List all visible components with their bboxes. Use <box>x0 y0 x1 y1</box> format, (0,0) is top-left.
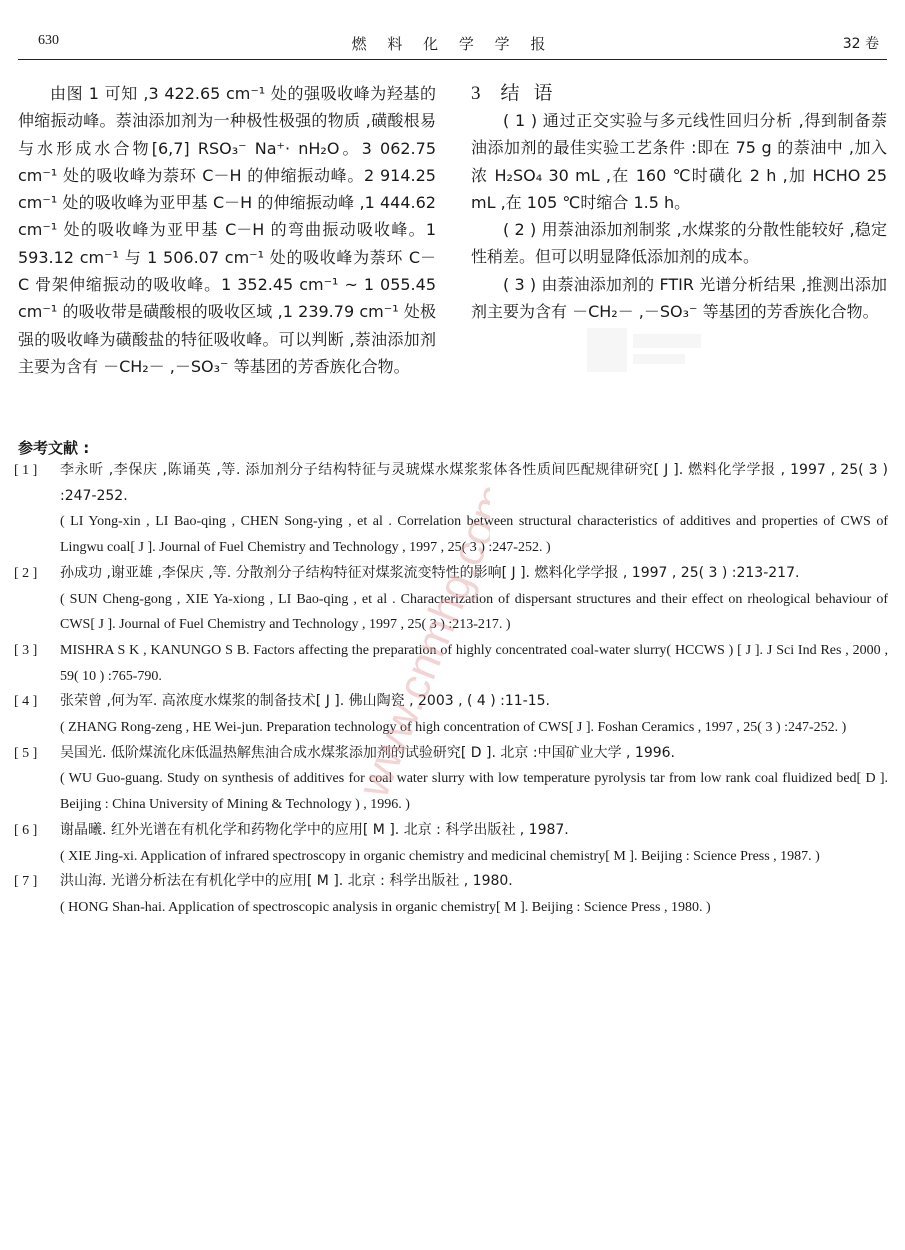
header-rule <box>18 59 887 60</box>
reference-zh: 谢晶曦. 红外光谱在有机化学和药物化学中的应用[ M ]. 北京 : 科学出版社 , 1987. <box>60 821 569 838</box>
reference-number: [ 7 ] <box>14 874 38 890</box>
section-number: 3 <box>471 83 485 104</box>
reference-item <box>14 818 888 869</box>
conclusion-paragraph: ( 2 ) 用萘油添加剂制浆 ,水煤浆的分散性能较好 ,稳定性稍差。但可以明显降低添加剂的成本。 <box>471 220 887 267</box>
reference-en: MISHRA S K , KANUNGO S B. Factors affecting the preparation of highly concentrated coal-water slurry( HCCWS ) [ J ]. J Sci Ind Res , 2000 , 59( 10 ) :765-790. <box>60 642 888 684</box>
body-paragraph: 由图 1 可知 ,3 422.65 cm⁻¹ 处的强吸收峰为羟基的伸缩振动峰。萘油添加剂为一种极性极强的物质 ,磺酸根易与水形成水合物[6,7] RSO₃⁻ Na⁺· nH₂O。3 062.75 cm⁻¹ 处的吸收峰为萘环 C－H 的伸缩振动峰。2 914.25 cm⁻¹ 处的吸收峰为亚甲基 C－H 的伸缩振动峰 ,1 444.62 cm⁻¹ 处的吸收峰为亚甲基 C－H 的弯曲振动吸收峰。1 593.12 cm⁻¹ 与 1 506.07 cm⁻¹ 处的吸收峰为萘环 C－C 骨架伸缩振动的吸收峰。1 352.45 cm⁻¹ ~ 1 055.45 cm⁻¹ 的吸收带是磺酸根的吸收区域 ,1 239.79 cm⁻¹ 处极强的吸收峰为磺酸盐的特征吸收峰。可以判断 ,萘油添加剂主要为含有 －CH₂－ ,－SO₃⁻ 等基团的芳香族化合物。 <box>18 84 436 376</box>
reference-item <box>14 689 888 740</box>
section-heading <box>471 80 887 107</box>
reference-number: [ 2 ] <box>14 565 38 581</box>
reference-en: ( HONG Shan-hai. Application of spectroscopic analysis in organic chemistry[ M ]. Beijing : Science Press , 1980. ) <box>60 899 711 915</box>
reference-item <box>14 638 888 689</box>
reference-en: ( WU Guo-guang. Study on synthesis of additives for coal water slurry with low temperature pyrolysis tar from low rank coal fluidized bed[ D ]. Beijing : China University of Mining & Technology ) , 1996. ) <box>60 771 888 813</box>
reference-zh: 洪山海. 光谱分析法在有机化学中的应用[ M ]. 北京 : 科学出版社 , 1980. <box>60 873 513 890</box>
journal-title: 燃 料 化 学 学 报 <box>351 35 554 53</box>
reference-en: ( ZHANG Rong-zeng , HE Wei-jun. Preparation technology of high concentration of CWS[ J ]. Foshan Ceramics , 1997 , 25( 3 ) :247-252. ) <box>60 720 847 736</box>
reference-number: [ 5 ] <box>14 745 38 761</box>
left-column <box>18 80 436 380</box>
reference-list <box>14 458 888 921</box>
reference-item <box>14 869 888 920</box>
reference-number: [ 1 ] <box>14 463 38 478</box>
page-number: 630 <box>38 33 59 48</box>
watermark-logo <box>585 320 705 380</box>
reference-en: ( SUN Cheng-gong , XIE Ya-xiong , LI Bao-qing , et al . Characterization of dispersant structures and their effect on rheological behaviour of CWS[ J ]. Journal of Fuel Chemistry and Technology , 1997 , 25( 3 ) :213-217. ) <box>60 591 888 633</box>
reference-item <box>14 561 888 638</box>
volume-label: 32 卷 <box>842 36 879 52</box>
reference-number: [ 6 ] <box>14 822 38 838</box>
reference-zh: 张荣曾 ,何为军. 高浓度水煤浆的制备技术[ J ]. 佛山陶瓷 , 2003 , ( 4 ) :11-15. <box>60 693 551 710</box>
reference-en: ( XIE Jing-xi. Application of infrared spectroscopy in organic chemistry and medicinal chemistry[ M ]. Beijing : Science Press , 1987. ) <box>60 848 820 864</box>
page-header <box>0 0 905 62</box>
references-title: 参考文献 : <box>18 439 90 457</box>
conclusion-paragraph: ( 3 ) 由萘油添加剂的 FTIR 光谱分析结果 ,推测出添加剂主要为含有 －CH₂－ ,－SO₃⁻ 等基团的芳香族化合物。 <box>471 274 887 322</box>
reference-en: ( LI Yong-xin , LI Bao-qing , CHEN Song-ying , et al . Correlation between structural characteristics of additives and properties of CWS of Lingwu coal[ J ]. Journal of Fuel Chemistry and Technology , 1997 , 25( 3 ) :247-252. ) <box>60 514 888 556</box>
section-title: 结 语 <box>500 82 557 104</box>
reference-zh: 李永昕 ,李保庆 ,陈诵英 ,等. 添加剂分子结构特征与灵琥煤水煤浆浆体各性质间匹配规律研究[ J ]. 燃料化学学报 , 1997 , 25( 3 ) :247-252. <box>60 462 888 504</box>
reference-item <box>14 741 888 818</box>
watermark-text: www.cnmhg.com <box>348 477 490 804</box>
right-column <box>471 80 887 325</box>
reference-number: [ 4 ] <box>14 694 38 710</box>
reference-zh: 吴国光. 低阶煤流化床低温热解焦油合成水煤浆添加剂的试验研究[ D ]. 北京 :中国矿业大学 , 1996. <box>60 744 675 761</box>
reference-number: [ 3 ] <box>14 642 38 658</box>
conclusion-paragraph: ( 1 ) 通过正交实验与多元线性回归分析 ,得到制备萘油添加剂的最佳实验工艺条件 :即在 75 g 的萘油中 ,加入浓 H₂SO₄ 30 mL ,在 160 ℃时磺化 2 h ,加 HCHO 25 mL ,在 105 ℃时缩合 1.5 h。 <box>471 111 887 212</box>
reference-zh: 孙成功 ,谢亚雄 ,李保庆 ,等. 分散剂分子结构特征对煤浆流变特性的影响[ J ]. 燃料化学学报 , 1997 , 25( 3 ) :213-217. <box>60 564 800 581</box>
reference-item <box>14 458 888 561</box>
